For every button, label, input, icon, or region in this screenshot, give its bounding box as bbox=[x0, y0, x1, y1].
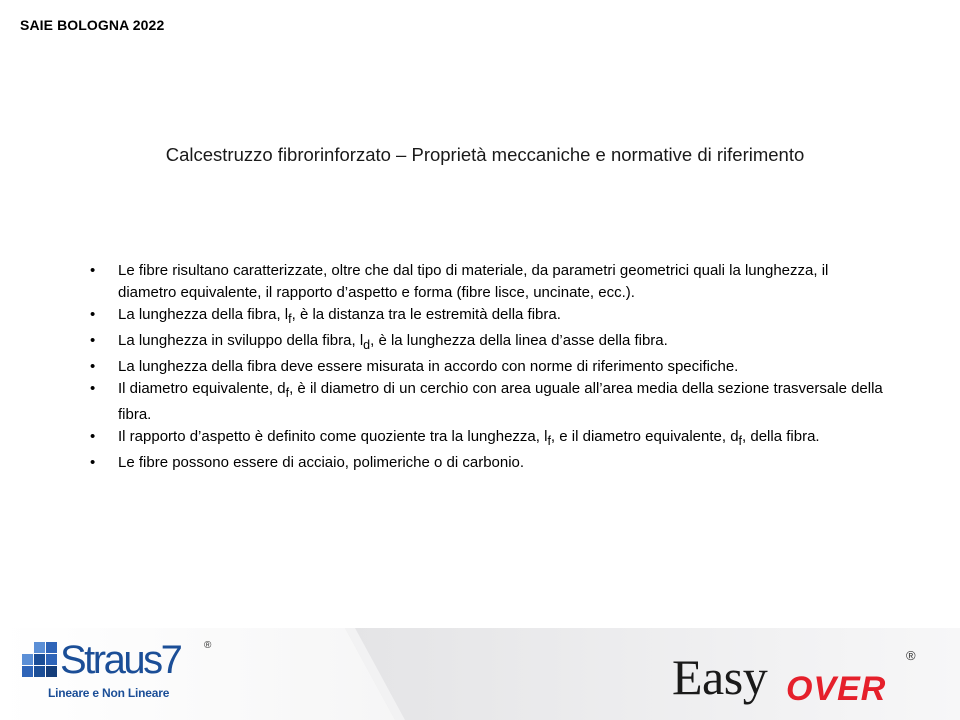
bullet-text: Le fibre risultano caratterizzate, oltre che dal tipo di materiale, da parametri geometrici quali la lunghezza, il diametro equivalente, il rapporto d’aspetto e forma (fibre lisce, uncinate, ecc.). bbox=[118, 262, 829, 301]
subscript: f bbox=[547, 434, 551, 448]
subscript: f bbox=[738, 434, 743, 448]
bullet-item bbox=[88, 304, 888, 330]
bullet-item bbox=[88, 452, 888, 474]
bullet-text: Il rapporto d’aspetto è definito come quoziente tra la lunghezza, l bbox=[118, 428, 548, 445]
bullet-text: , della fibra. bbox=[742, 428, 820, 445]
header-event-label: SAIE BOLOGNA 2022 bbox=[20, 17, 165, 33]
bullet-text: Il diametro equivalente, d bbox=[118, 380, 286, 397]
bullet-item bbox=[88, 330, 888, 356]
easyover-registered-mark: ® bbox=[906, 648, 916, 663]
footer-banner bbox=[0, 628, 960, 720]
bullet-text: La lunghezza in sviluppo della fibra, l bbox=[118, 332, 364, 349]
bullet-item bbox=[88, 378, 888, 426]
bullet-text: La lunghezza della fibra deve essere misurata in accordo con norme di riferimento specifiche. bbox=[118, 358, 739, 375]
bullet-text: La lunghezza della fibra, l bbox=[118, 306, 289, 323]
bullet-text: , è il diametro di un cerchio con area uguale all’area media della sezione trasversale della fibra. bbox=[118, 380, 883, 423]
straus7-logo bbox=[22, 638, 222, 708]
easyover-logo bbox=[672, 640, 932, 710]
straus7-registered-mark: ® bbox=[204, 640, 212, 651]
easyover-wordmark-easy: Easy bbox=[672, 649, 768, 705]
subscript: f bbox=[285, 386, 290, 400]
bullet-item bbox=[88, 356, 888, 378]
bullet-item bbox=[88, 260, 888, 304]
straus7-tagline: Lineare e Non Lineare bbox=[48, 686, 170, 700]
easyover-wordmark-over: OVER bbox=[786, 670, 887, 708]
slide-title: Calcestruzzo fibrorinforzato – Proprietà meccaniche e normative di riferimento bbox=[165, 144, 805, 165]
subscript: d bbox=[363, 338, 371, 352]
bullet-text: , è la distanza tra le estremità della fibra. bbox=[291, 306, 561, 323]
straus7-wordmark: Straus7 bbox=[60, 638, 181, 682]
bullet-list bbox=[88, 260, 888, 474]
bullet-text: , è la lunghezza della linea d’asse della fibra. bbox=[370, 332, 668, 349]
bullet-text: Le fibre possono essere di acciaio, polimeriche o di carbonio. bbox=[118, 454, 525, 471]
bullet-text: , e il diametro equivalente, d bbox=[550, 428, 739, 445]
bullet-item bbox=[88, 426, 888, 452]
straus7-grid-icon bbox=[22, 642, 58, 678]
subscript: f bbox=[288, 312, 292, 326]
